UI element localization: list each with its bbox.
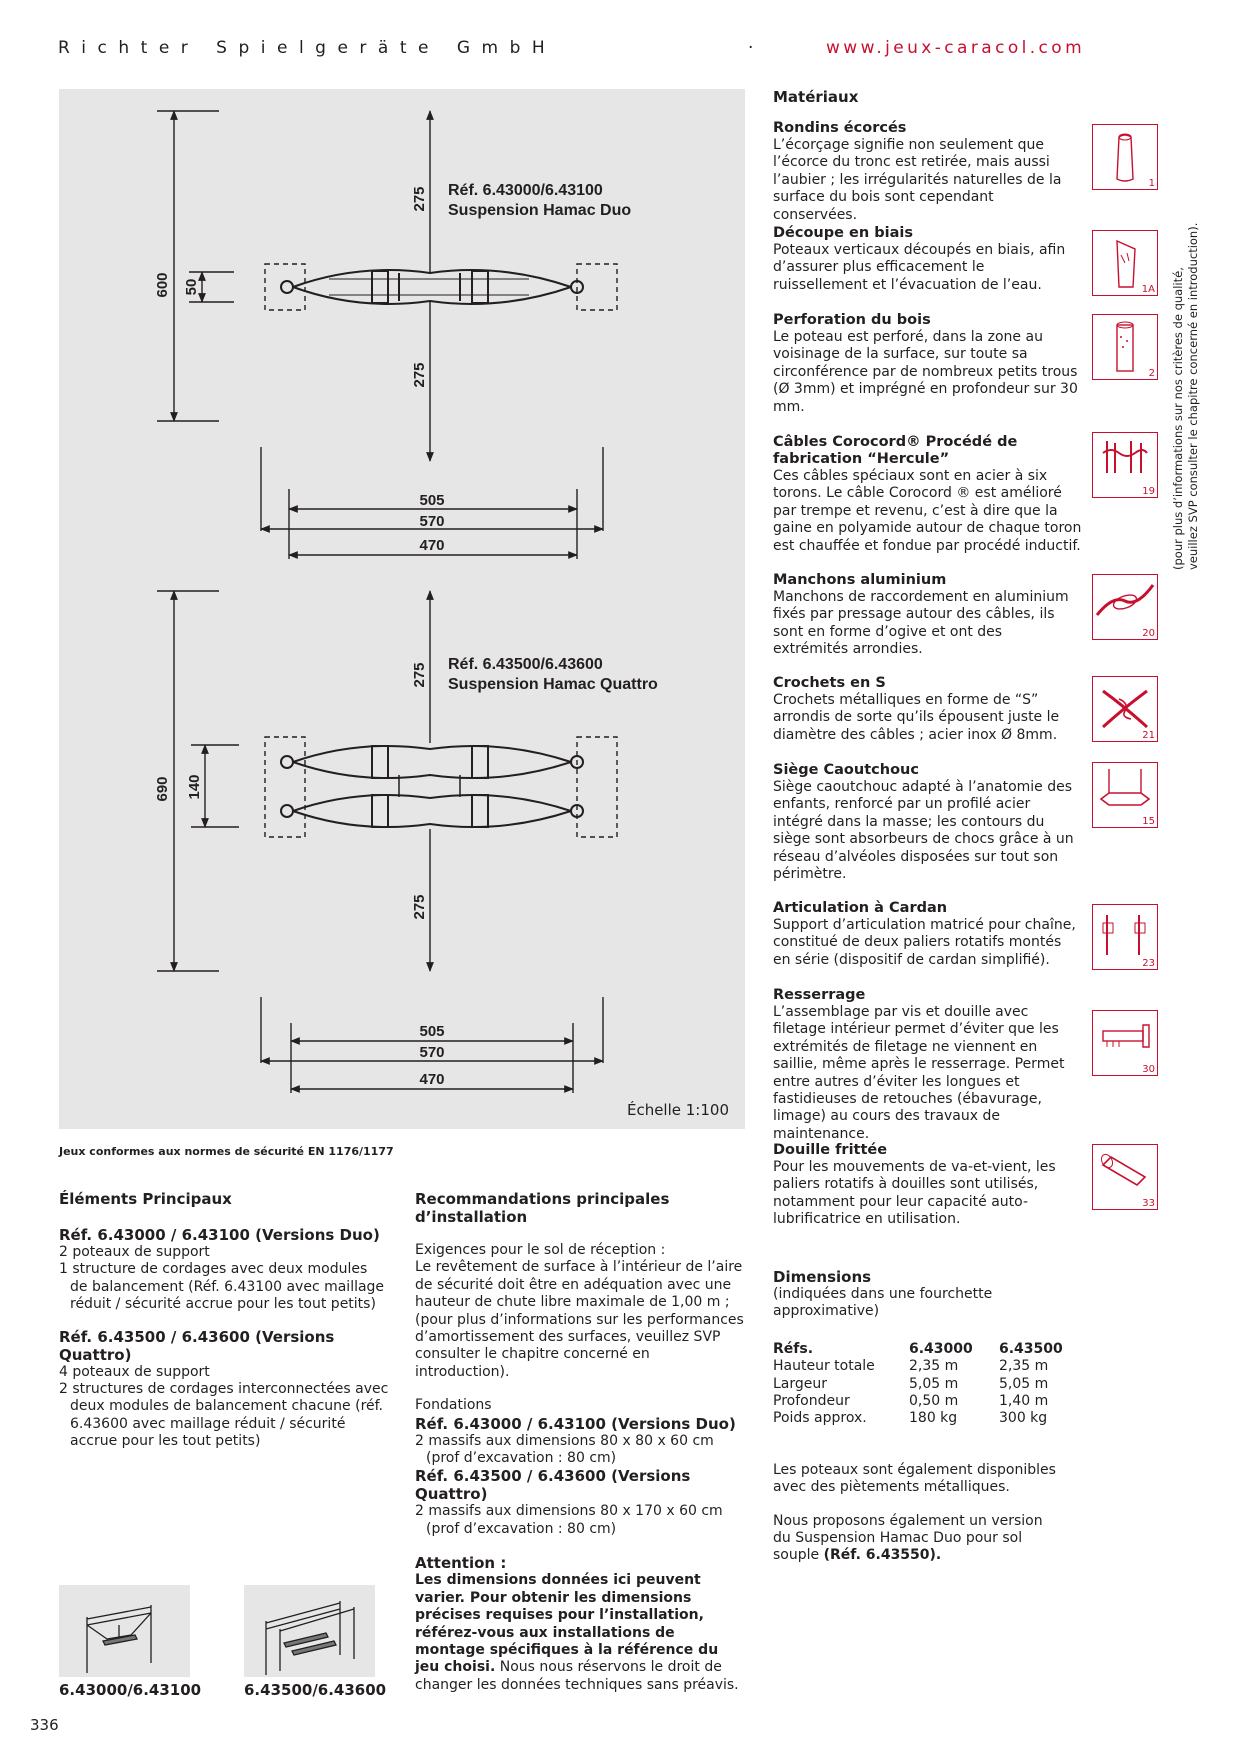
material-item (773, 434, 1088, 555)
thumbnail-quattro-label: 6.43500/6.43600 (244, 1681, 387, 1699)
material-title: Manchons aluminium (773, 572, 947, 588)
s-hook-icon (1092, 676, 1158, 742)
dim-quattro-seat: 140 (186, 774, 203, 800)
table-cell: 2,35 m (909, 1358, 959, 1375)
duo-ref-label (448, 181, 631, 221)
dimensions-section (773, 1268, 1103, 1565)
table-cell: 5,05 m (909, 1375, 959, 1392)
foundations-duo-title: Réf. 6.43000 / 6.43100 (Versions Duo) (415, 1414, 736, 1433)
note-ref: (Réf. 6.43550). (823, 1547, 942, 1564)
table-row (773, 1393, 1063, 1410)
material-icon-number: 1 (1148, 178, 1155, 189)
screw-sleeve-icon (1092, 1010, 1158, 1076)
main-elements-title: Éléments Principaux (59, 1190, 232, 1208)
company-name: Richter Spielgeräte GmbH (58, 38, 557, 58)
material-text: Ces câbles spéciaux sont en acier à six torons. Le câble Corocord ® est amélioré par trempe et revenu, c’est à dire que la gaine en polyamide autour de chaque toron est chauffée et fondue par procédé inductif. (773, 468, 1082, 554)
scale-label: Échelle 1:100 (626, 1101, 729, 1119)
table-cell: 2,35 m (999, 1358, 1049, 1375)
material-text: Support d’articulation matricé pour chaîne, constitué de deux paliers rotatifs montés en série (dispositif de cardan simplifié). (773, 917, 1076, 968)
material-title: Articulation à Cardan (773, 900, 948, 916)
dim-quattro-w1: 505 (419, 1023, 445, 1040)
quattro-item: 2 structures de cordages interconnectées avec deux modules de balancement chacune (réf. 6.43600 avec maillage réduit / sécurité accrue pour les tout petits) (59, 1381, 389, 1450)
dim-duo-upper: 275 (411, 186, 428, 212)
side-note-line: veuillez SVP consulter le chapitre concerné en introduction). (1186, 222, 1200, 570)
thumbnail-quattro (244, 1585, 375, 1677)
cardan-joint-icon (1092, 904, 1158, 970)
material-item (773, 987, 1088, 1143)
material-title: Rondins écorcés (773, 120, 907, 136)
ground-intro: Exigences pour le sol de réception : (415, 1242, 666, 1258)
table-cell: Profondeur (773, 1393, 850, 1410)
dim-duo-height: 600 (154, 272, 171, 298)
attention-bold: Les dimensions données ici peuvent varier. Pour obtenir les dimensions précises requises pour l’installation, référez-vous aux installations de montage spécifiques à la référence du jeu choisi. (415, 1572, 719, 1676)
log-icon (1092, 124, 1158, 190)
quattro-name: Suspension Hamac Quattro (448, 676, 658, 693)
sleeve-icon (1092, 574, 1158, 640)
material-item (773, 120, 1088, 224)
table-cell: Hauteur totale (773, 1358, 875, 1375)
quattro-item: 4 poteaux de support (59, 1363, 210, 1380)
foundations-quattro-title: Réf. 6.43500 / 6.43600 (Versions Quattro) (415, 1467, 691, 1504)
table-cell: Poids approx. (773, 1410, 867, 1427)
material-icon-number: 15 (1142, 816, 1155, 827)
material-item (773, 312, 1088, 416)
material-text: Crochets métalliques en forme de “S” arrondis de sorte qu’ils épousent juste le diamètre des câbles ; acier inox Ø 8mm. (773, 692, 1060, 743)
table-row (773, 1358, 1063, 1375)
material-icon-number: 1A (1141, 284, 1155, 295)
table-row (773, 1410, 1063, 1427)
safety-norms: Jeux conformes aux normes de sécurité EN 1176/1177 (59, 1145, 394, 1158)
quattro-versions-title: Réf. 6.43500 / 6.43600 (Versions Quattro) (59, 1327, 335, 1364)
page-number: 336 (30, 1716, 59, 1734)
foundations-label: Fondations (415, 1397, 492, 1414)
material-icon-number: 30 (1142, 1064, 1155, 1075)
material-text: Manchons de raccordement en aluminium fixés par pressage autour des câbles, ils sont en forme d’ogive et ont des extrémités arrondies. (773, 589, 1069, 658)
material-icon-number: 19 (1142, 486, 1155, 497)
material-text: L’assemblage par vis et douille avec filetage intérieur permet d’éviter que les extrémités de filetage ne viennent en saillie, même après le resserrage. Permet entre autres d’éviter les longues et fastidieuses de retouches (ébavurage, limage) au cours des travaux de maintenance. (773, 1004, 1065, 1142)
thumbnail-duo-label: 6.43000/6.43100 (59, 1681, 202, 1699)
material-icon-number: 21 (1142, 730, 1155, 741)
duo-item: 2 poteaux de support (59, 1244, 210, 1260)
dim-duo-w3: 470 (419, 537, 445, 554)
material-item (773, 675, 1088, 744)
installation-title: Recommandations principales d’installation (415, 1190, 670, 1226)
materials-title: Matériaux (773, 88, 859, 106)
dimensions-table (773, 1341, 1063, 1428)
table-cell: 1,40 m (999, 1393, 1049, 1410)
header-separator: · (748, 38, 754, 58)
material-title: Douille frittée (773, 1142, 888, 1158)
dimensions-note-soft (773, 1513, 1063, 1565)
dimensions-note-metal: Les poteaux sont également disponibles avec des piètements métalliques. (773, 1461, 1056, 1496)
dimensions-header: 6.43500 (999, 1340, 1063, 1357)
material-title: Crochets en S (773, 675, 886, 691)
material-title: Câbles Corocord® Procédé de fabrication “Hercule” (773, 434, 1018, 467)
material-title: Resserrage (773, 987, 866, 1003)
material-text: Siège caoutchouc adapté à l’anatomie des enfants, renforcé par un profilé acier intégré dans la masse; les contours du siège sont absorbeurs de chocs grâce à un réseau d’alvéoles disposées sur tout son périmètre. (773, 779, 1074, 883)
table-cell: 300 kg (999, 1410, 1048, 1427)
material-icon-number: 23 (1142, 958, 1155, 969)
material-text: Poteaux verticaux découpés en biais, afin d’assurer plus efficacement le ruissellement et l’évacuation de l’eau. (773, 242, 1066, 293)
dimensions-subtitle: (indiquées dans une fourchette approximative) (773, 1286, 993, 1320)
dim-quattro-lower: 275 (411, 894, 428, 920)
duo-versions-title: Réf. 6.43000 / 6.43100 (Versions Duo) (59, 1226, 380, 1244)
table-row (773, 1376, 1063, 1393)
quattro-ref: Réf. 6.43500/6.43600 (448, 656, 603, 673)
table-cell: 0,50 m (909, 1393, 959, 1410)
duo-ref: Réf. 6.43000/6.43100 (448, 182, 603, 199)
dim-duo-lower: 275 (411, 362, 428, 388)
website-link[interactable]: www.jeux-caracol.com (826, 38, 1086, 58)
dim-quattro-height: 690 (154, 776, 171, 802)
duo-item: 1 structure de cordages avec deux modules de balancement (Réf. 6.43100 avec maillage réduit / sécurité accrue pour les tout petits) (59, 1261, 385, 1313)
drawing-svg (59, 89, 745, 1129)
dimensions-header: Réfs. (773, 1340, 814, 1357)
perforated-post-icon (1092, 314, 1158, 380)
dimensions-header: 6.43000 (909, 1340, 973, 1357)
material-item (773, 225, 1088, 294)
quattro-sketch-icon (244, 1585, 375, 1677)
attention-title: Attention : (415, 1554, 507, 1573)
material-item (773, 1142, 1088, 1229)
quality-side-note (1171, 223, 1201, 570)
duo-name: Suspension Hamac Duo (448, 202, 632, 219)
dim-duo-w1: 505 (419, 492, 445, 509)
side-note-line: (pour plus d’informations sur nos critères de qualité, (1171, 267, 1185, 570)
foundations-quattro-text: 2 massifs aux dimensions 80 x 170 x 60 cm (prof d’excavation : 80 cm) (415, 1503, 723, 1537)
material-text: L’écorçage signifie non seulement que l’écorce du tronc est retirée, mais aussi l’aubier ; les irrégularités naturelles de la surface du bois sont cependant conservées. (773, 137, 1062, 223)
quattro-ref-label (448, 655, 658, 695)
material-title: Découpe en biais (773, 225, 913, 241)
foundations-duo-text: 2 massifs aux dimensions 80 x 80 x 60 cm (prof d’excavation : 80 cm) (415, 1432, 714, 1467)
material-item (773, 900, 1088, 969)
note-text: Nous proposons également un version du Suspension Hamac Duo pour sol souple (773, 1512, 1043, 1564)
main-elements-section (59, 1190, 389, 1451)
installation-section (415, 1190, 745, 1694)
material-title: Siège Caoutchouc (773, 762, 919, 778)
technical-drawing (59, 89, 745, 1129)
dim-quattro-w3: 470 (419, 1071, 445, 1088)
sintered-bushing-icon (1092, 1144, 1158, 1210)
material-icon-number: 2 (1148, 368, 1155, 379)
thumbnail-duo (59, 1585, 190, 1677)
ground-text: Le revêtement de surface à l’intérieur de l’aire de sécurité doit être en adéquation avec une hauteur de chute libre maximale de 1,00 m ; (pour plus d’informations sur les performances d’amortissement des surfaces, veuillez SVP consulter le chapitre concerné en introduction). (415, 1259, 744, 1380)
material-title: Perforation du bois (773, 312, 931, 328)
rubber-seat-icon (1092, 762, 1158, 828)
dim-duo-w2: 570 (419, 513, 445, 530)
material-item (773, 572, 1088, 659)
dim-quattro-upper: 275 (411, 662, 428, 688)
dimensions-title: Dimensions (773, 1268, 872, 1286)
cable-icon (1092, 432, 1158, 498)
material-text: Le poteau est perforé, dans la zone au voisinage de la surface, sur toute sa circonférence par de nombreux petits trous (Ø 3mm) et imprégné en profondeur sur 30 mm. (773, 329, 1078, 415)
duo-sketch-icon (59, 1585, 190, 1677)
table-cell: 5,05 m (999, 1375, 1049, 1392)
dimensions-header-row (773, 1341, 1063, 1358)
dim-duo-seat: 50 (183, 278, 200, 296)
dim-quattro-w2: 570 (419, 1044, 445, 1061)
material-icon-number: 33 (1142, 1198, 1155, 1209)
table-cell: 180 kg (909, 1410, 958, 1427)
material-item (773, 762, 1088, 883)
attention-text (415, 1572, 745, 1694)
material-text: Pour les mouvements de va-et-vient, les paliers rotatifs à douilles sont utilisés, notamment pour leur capacité auto-lubrificatrice en utilisation. (773, 1159, 1056, 1228)
slanted-post-icon (1092, 230, 1158, 296)
attention-normal: Nous nous réservons le droit de changer les données techniques sans préavis. (415, 1659, 739, 1693)
material-icon-number: 20 (1142, 628, 1155, 639)
table-cell: Largeur (773, 1375, 828, 1392)
